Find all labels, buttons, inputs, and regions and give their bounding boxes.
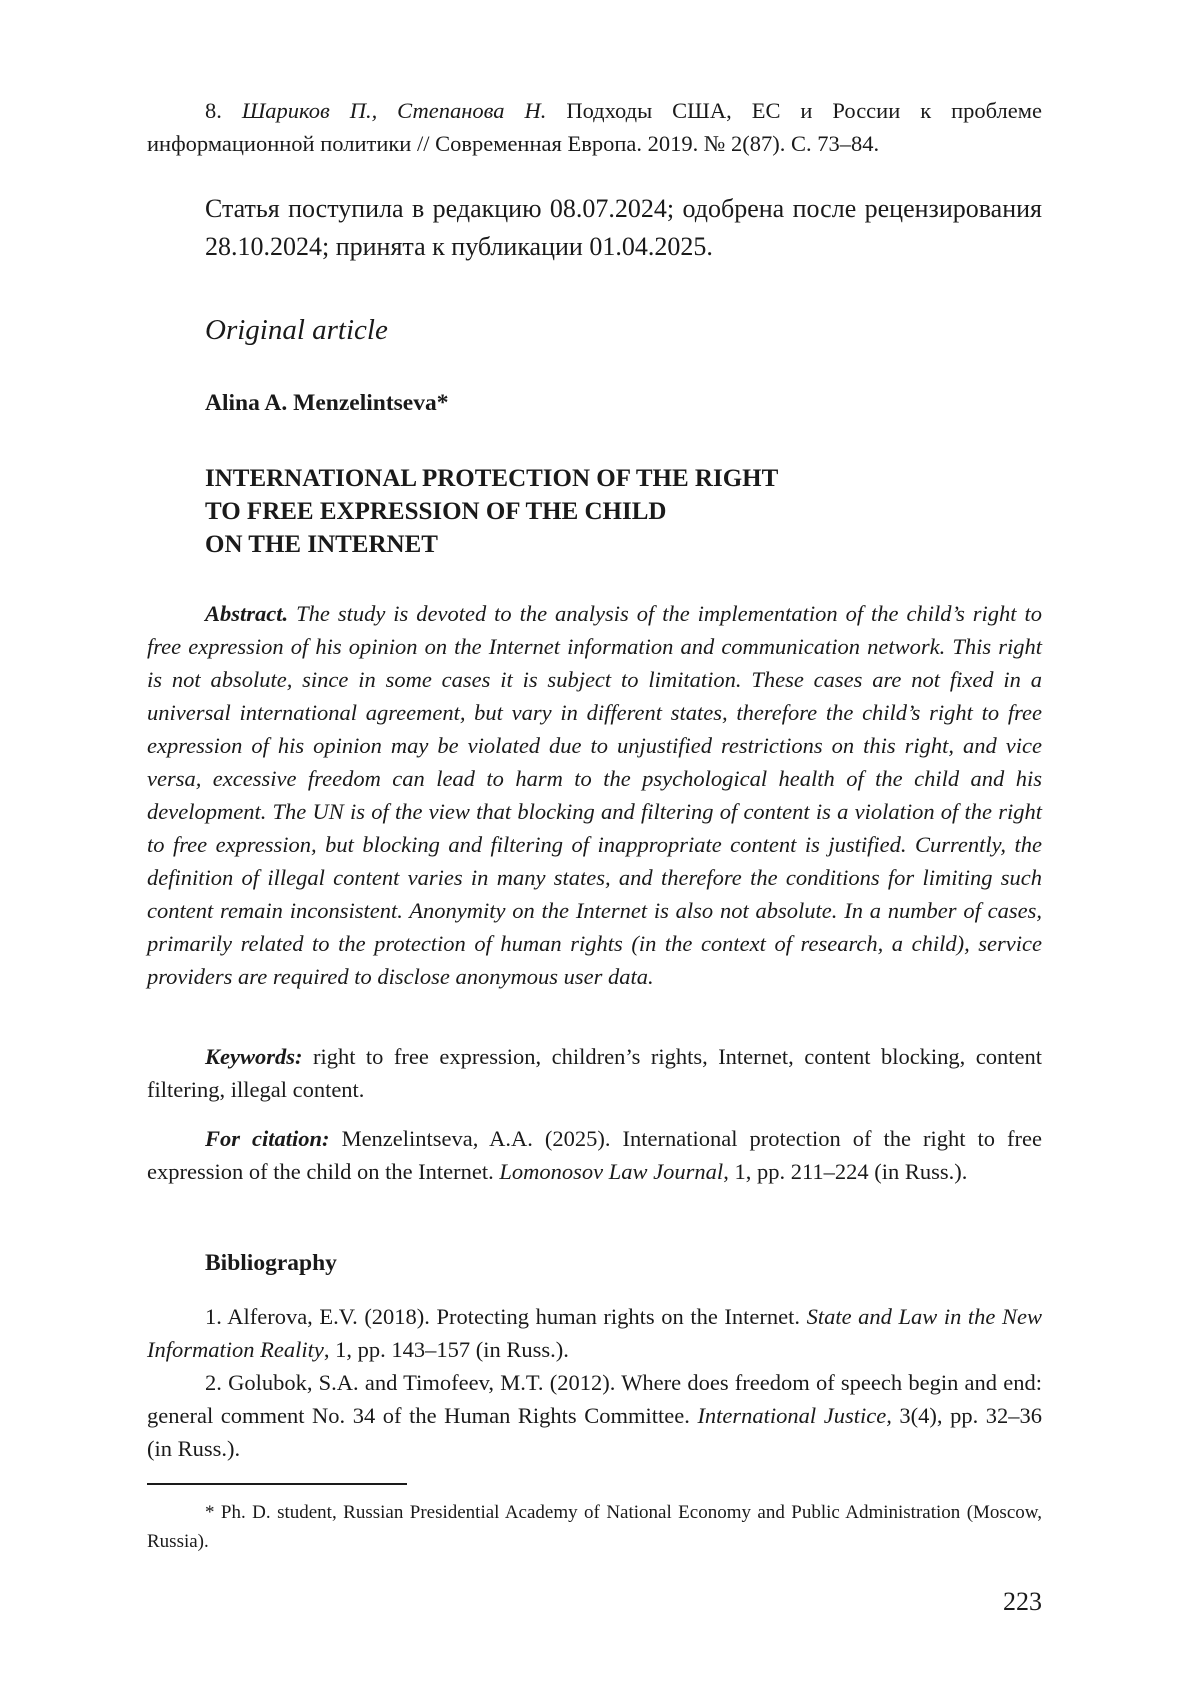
page-number: 223 [1000,1587,1042,1617]
bibliography-item-tail: , 1, pp. 143–157 (in Russ.). [324,1337,569,1362]
bibliography-item [147,1366,1042,1465]
citation-text: Menzelintseva, A.A. (2025). International protection of the right to free expression of the child on the Internet. [147,1126,1042,1184]
keywords-text: right to free expression, children’s rights, Internet, content blocking, content filtering, illegal content. [147,1044,1042,1102]
bibliography-item-source: State and Law in the New Information Reality [147,1304,1042,1362]
author-name: Alina A. Menzelintseva* [205,390,1100,417]
abstract-label: Abstract. [205,601,288,626]
reference-8-number: 8. [205,98,222,123]
footnote: * Ph. D. student, Russian Presidential Academy of National Economy and Public Administration (Moscow, Russia). [147,1498,1042,1556]
footnote-divider [147,1483,407,1485]
article-type: Original article [205,314,1100,347]
citation [147,1122,1042,1188]
journal-page [0,0,1200,1703]
keywords-label: Keywords: [205,1044,303,1069]
citation-journal: Lomonosov Law Journal [499,1159,723,1184]
bibliography-item-source: International Justice, [697,1403,891,1428]
citation-label: For citation: [205,1126,330,1151]
reference-8-text: Подходы США, ЕС и России к проблеме информационной политики // Современная Европа. 2019. № 2(87). С. 73–84. [147,98,1042,156]
article-title [205,462,1042,561]
keywords [147,1040,1042,1106]
reference-8-authors: Шариков П., Степанова Н. [242,98,547,123]
abstract-text: The study is devoted to the analysis of the implementation of the child’s right to free expression of his opinion on the Internet information and communication network. This right is not absolute, since in some cases it is subject to limitation. These cases are not fixed in a universal international agreement, but vary in different states, therefore the child’s right to free expression of his opinion may be violated due to unjustified restrictions on this right, and vice versa, excessive freedom can lead to harm to the psychological health of the child and his development. The UN is of the view that blocking and filtering of content is a violation of the right to free expression, but blocking and filtering of inappropriate content is justified. Currently, the definition of illegal content varies in many states, and therefore the conditions for limiting such content remain inconsistent. Anonymity on the Internet is also not absolute. In a number of cases, primarily related to the protection of human rights (in the context of research, a child), service providers are required to disclose anonymous user data. [147,601,1042,989]
bibliography-item-tail: 3(4), pp. 32–36 (in Russ.). [147,1403,1042,1461]
bibliography-item [147,1300,1042,1366]
title-line: INTERNATIONAL PROTECTION OF THE RIGHT [205,462,1042,495]
citation-tail: , 1, pp. 211–224 (in Russ.). [723,1159,967,1184]
bibliography-item-text: 1. Alferova, E.V. (2018). Protecting human rights on the Internet. [205,1304,800,1329]
bibliography-heading: Bibliography [205,1250,1100,1277]
abstract [147,597,1042,993]
reference-8 [147,94,1042,160]
title-line: ON THE INTERNET [205,528,1042,561]
bibliography-item-text: 2. Golubok, S.A. and Timofeev, M.T. (2012). Where does freedom of speech begin and end: general comment No. 34 of the Human Rights Committee. [147,1370,1042,1428]
title-line: TO FREE EXPRESSION OF THE CHILD [205,495,1042,528]
received-note: Статья поступила в редакцию 08.07.2024; одобрена после рецензирования 28.10.2024; принята к публикации 01.04.2025. [205,190,1042,266]
